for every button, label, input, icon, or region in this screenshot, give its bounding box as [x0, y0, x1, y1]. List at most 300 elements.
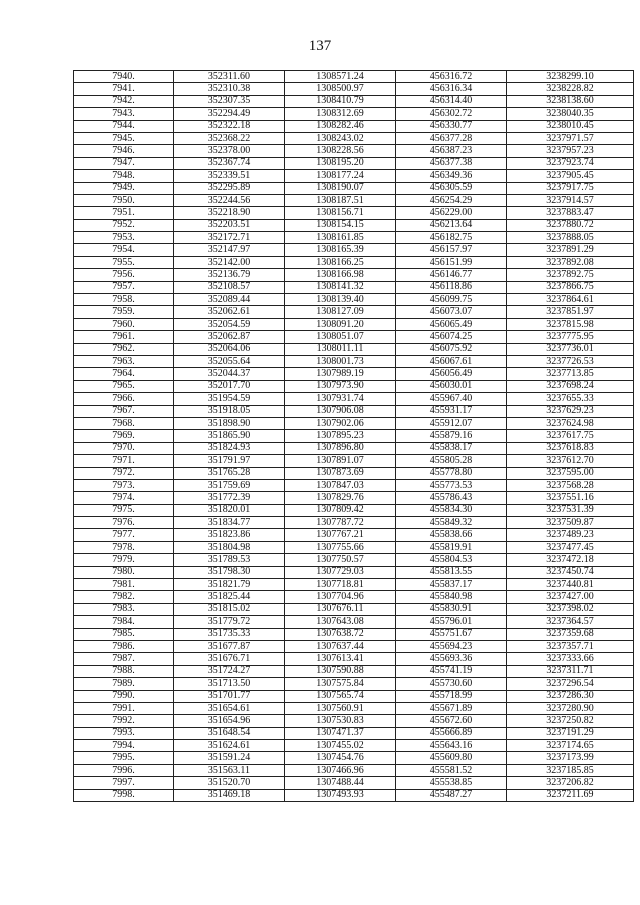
coord-y2-cell: 3237883.47: [507, 207, 634, 219]
coord-x2-cell: 456182.75: [396, 232, 507, 244]
coord-y2-cell: 3237191.29: [507, 727, 634, 739]
coord-x1-cell: 351825.44: [174, 591, 285, 603]
coord-y2-cell: 3237612.70: [507, 455, 634, 467]
coord-x1-cell: 351591.24: [174, 752, 285, 764]
coord-y1-cell: 1308161.85: [285, 232, 396, 244]
coord-x1-cell: 352108.57: [174, 281, 285, 293]
coord-y1-cell: 1307613.41: [285, 653, 396, 665]
coord-x2-cell: 456146.77: [396, 269, 507, 281]
table-row: [74, 467, 634, 479]
table-row: [74, 442, 634, 454]
coord-y2-cell: 3237531.39: [507, 504, 634, 516]
table-row: [74, 653, 634, 665]
coord-x2-cell: 455487.27: [396, 789, 507, 801]
coord-x1-cell: 352089.44: [174, 294, 285, 306]
coord-x2-cell: 456118.86: [396, 281, 507, 293]
coord-x2-cell: 455778.80: [396, 467, 507, 479]
coord-y2-cell: 3237864.61: [507, 294, 634, 306]
coord-x2-cell: 455730.60: [396, 678, 507, 690]
coord-x2-cell: 456349.36: [396, 170, 507, 182]
coord-y1-cell: 1307891.07: [285, 455, 396, 467]
coord-x1-cell: 352136.79: [174, 269, 285, 281]
coord-y1-cell: 1308141.32: [285, 281, 396, 293]
table-row: [74, 170, 634, 182]
coord-y1-cell: 1307488.44: [285, 777, 396, 789]
coord-y2-cell: 3237891.29: [507, 244, 634, 256]
coord-x2-cell: 455804.53: [396, 554, 507, 566]
coord-x1-cell: 351789.53: [174, 554, 285, 566]
point-number-cell: 7946.: [74, 145, 174, 157]
table-row: [74, 628, 634, 640]
coord-x2-cell: 456030.01: [396, 380, 507, 392]
coord-x2-cell: 455643.16: [396, 740, 507, 752]
coord-x2-cell: 456067.61: [396, 355, 507, 367]
table-row: [74, 789, 634, 801]
coord-y1-cell: 1308177.24: [285, 170, 396, 182]
point-number-cell: 7954.: [74, 244, 174, 256]
coord-x2-cell: 455813.55: [396, 566, 507, 578]
coord-y2-cell: 3237427.00: [507, 591, 634, 603]
table-row: [74, 541, 634, 553]
coord-x2-cell: 455840.98: [396, 591, 507, 603]
coord-y2-cell: 3237359.68: [507, 628, 634, 640]
point-number-cell: 7969.: [74, 430, 174, 442]
coord-y1-cell: 1308190.07: [285, 182, 396, 194]
coord-x1-cell: 351918.05: [174, 405, 285, 417]
coord-y1-cell: 1307750.57: [285, 554, 396, 566]
point-number-cell: 7940.: [74, 71, 174, 83]
point-number-cell: 7987.: [74, 653, 174, 665]
table-row: [74, 504, 634, 516]
coord-x2-cell: 456073.07: [396, 306, 507, 318]
coord-y1-cell: 1307493.93: [285, 789, 396, 801]
coord-x2-cell: 455786.43: [396, 492, 507, 504]
coord-x1-cell: 352367.74: [174, 157, 285, 169]
coord-x2-cell: 456316.72: [396, 71, 507, 83]
coord-x2-cell: 455912.07: [396, 417, 507, 429]
point-number-cell: 7957.: [74, 281, 174, 293]
coord-y2-cell: 3237815.98: [507, 318, 634, 330]
coord-y2-cell: 3237296.54: [507, 678, 634, 690]
point-number-cell: 7971.: [74, 455, 174, 467]
coord-x2-cell: 455805.28: [396, 455, 507, 467]
coord-y1-cell: 1307989.19: [285, 368, 396, 380]
table-row: [74, 368, 634, 380]
point-number-cell: 7982.: [74, 591, 174, 603]
table-row: [74, 517, 634, 529]
coord-y2-cell: 3237311.71: [507, 665, 634, 677]
coord-y1-cell: 1308154.15: [285, 219, 396, 231]
coord-x2-cell: 456316.34: [396, 83, 507, 95]
coord-y1-cell: 1307590.88: [285, 665, 396, 677]
coord-y2-cell: 3237364.57: [507, 616, 634, 628]
point-number-cell: 7958.: [74, 294, 174, 306]
table-row: [74, 269, 634, 281]
coord-y2-cell: 3238010.45: [507, 120, 634, 132]
coord-y2-cell: 3237174.65: [507, 740, 634, 752]
coord-y2-cell: 3237551.16: [507, 492, 634, 504]
point-number-cell: 7961.: [74, 331, 174, 343]
point-number-cell: 7964.: [74, 368, 174, 380]
coord-y1-cell: 1307454.76: [285, 752, 396, 764]
point-number-cell: 7970.: [74, 442, 174, 454]
coord-x2-cell: 456151.99: [396, 256, 507, 268]
point-number-cell: 7990.: [74, 690, 174, 702]
coord-y2-cell: 3237509.87: [507, 517, 634, 529]
coord-x1-cell: 351820.01: [174, 504, 285, 516]
coord-y2-cell: 3237629.23: [507, 405, 634, 417]
coord-y1-cell: 1308139.40: [285, 294, 396, 306]
coord-x1-cell: 351821.79: [174, 579, 285, 591]
table-row: [74, 752, 634, 764]
coordinates-table-body: [74, 71, 634, 802]
point-number-cell: 7975.: [74, 504, 174, 516]
coord-x2-cell: 456254.29: [396, 194, 507, 206]
coord-y1-cell: 1307637.44: [285, 640, 396, 652]
table-row: [74, 777, 634, 789]
table-row: [74, 343, 634, 355]
table-row: [74, 157, 634, 169]
point-number-cell: 7966.: [74, 393, 174, 405]
coord-y1-cell: 1307638.72: [285, 628, 396, 640]
table-row: [74, 690, 634, 702]
coord-y2-cell: 3237568.28: [507, 479, 634, 491]
coord-x1-cell: 352062.87: [174, 331, 285, 343]
coord-y1-cell: 1307471.37: [285, 727, 396, 739]
coord-x2-cell: 456229.00: [396, 207, 507, 219]
coord-y1-cell: 1307530.83: [285, 715, 396, 727]
coord-y1-cell: 1307873.69: [285, 467, 396, 479]
coord-x1-cell: 351469.18: [174, 789, 285, 801]
table-row: [74, 207, 634, 219]
table-row: [74, 132, 634, 144]
coord-y2-cell: 3237698.24: [507, 380, 634, 392]
coord-x1-cell: 352339.51: [174, 170, 285, 182]
coord-x1-cell: 352295.89: [174, 182, 285, 194]
coord-x1-cell: 352311.60: [174, 71, 285, 83]
coord-y2-cell: 3237398.02: [507, 603, 634, 615]
coord-x1-cell: 351824.93: [174, 442, 285, 454]
point-number-cell: 7945.: [74, 132, 174, 144]
point-number-cell: 7972.: [74, 467, 174, 479]
coord-x1-cell: 351654.96: [174, 715, 285, 727]
coord-x2-cell: 455838.17: [396, 442, 507, 454]
coord-x1-cell: 352044.37: [174, 368, 285, 380]
point-number-cell: 7993.: [74, 727, 174, 739]
table-row: [74, 145, 634, 157]
coord-y1-cell: 1308410.79: [285, 95, 396, 107]
coord-y1-cell: 1307560.91: [285, 702, 396, 714]
table-row: [74, 83, 634, 95]
coord-y1-cell: 1308165.39: [285, 244, 396, 256]
coord-x1-cell: 351676.71: [174, 653, 285, 665]
point-number-cell: 7950.: [74, 194, 174, 206]
coord-y1-cell: 1307575.84: [285, 678, 396, 690]
table-row: [74, 393, 634, 405]
coord-x2-cell: 455718.99: [396, 690, 507, 702]
coord-y2-cell: 3237617.75: [507, 430, 634, 442]
coord-x1-cell: 351724.27: [174, 665, 285, 677]
table-row: [74, 355, 634, 367]
point-number-cell: 7979.: [74, 554, 174, 566]
coord-y1-cell: 1307973.90: [285, 380, 396, 392]
point-number-cell: 7963.: [74, 355, 174, 367]
point-number-cell: 7949.: [74, 182, 174, 194]
table-row: [74, 740, 634, 752]
table-row: [74, 715, 634, 727]
point-number-cell: 7978.: [74, 541, 174, 553]
coord-x1-cell: 351834.77: [174, 517, 285, 529]
coord-x2-cell: 455830.91: [396, 603, 507, 615]
coord-y1-cell: 1307755.66: [285, 541, 396, 553]
coord-x2-cell: 455671.89: [396, 702, 507, 714]
table-row: [74, 678, 634, 690]
coord-x2-cell: 455931.17: [396, 405, 507, 417]
table-row: [74, 479, 634, 491]
coord-y2-cell: 3237472.18: [507, 554, 634, 566]
coord-y1-cell: 1307466.96: [285, 764, 396, 776]
table-row: [74, 380, 634, 392]
point-number-cell: 7981.: [74, 579, 174, 591]
coord-x1-cell: 351798.30: [174, 566, 285, 578]
coord-x1-cell: 351648.54: [174, 727, 285, 739]
coord-y1-cell: 1307829.76: [285, 492, 396, 504]
coord-y1-cell: 1308228.56: [285, 145, 396, 157]
coord-y1-cell: 1308282.46: [285, 120, 396, 132]
coord-x2-cell: 455581.52: [396, 764, 507, 776]
coord-y2-cell: 3238228.82: [507, 83, 634, 95]
point-number-cell: 7962.: [74, 343, 174, 355]
coord-y1-cell: 1307565.74: [285, 690, 396, 702]
coord-x1-cell: 351954.59: [174, 393, 285, 405]
point-number-cell: 7991.: [74, 702, 174, 714]
coord-y1-cell: 1307704.96: [285, 591, 396, 603]
point-number-cell: 7959.: [74, 306, 174, 318]
point-number-cell: 7995.: [74, 752, 174, 764]
coord-x1-cell: 351865.90: [174, 430, 285, 442]
coord-x1-cell: 352055.64: [174, 355, 285, 367]
table-row: [74, 591, 634, 603]
coord-x2-cell: 456056.49: [396, 368, 507, 380]
coord-x1-cell: 351654.61: [174, 702, 285, 714]
coord-y2-cell: 3237775.95: [507, 331, 634, 343]
coord-x1-cell: 351779.72: [174, 616, 285, 628]
coord-y2-cell: 3237971.57: [507, 132, 634, 144]
coord-y1-cell: 1307809.42: [285, 504, 396, 516]
coord-x2-cell: 456377.38: [396, 157, 507, 169]
table-row: [74, 616, 634, 628]
coord-y1-cell: 1307643.08: [285, 616, 396, 628]
coord-y2-cell: 3237618.83: [507, 442, 634, 454]
table-row: [74, 244, 634, 256]
point-number-cell: 7951.: [74, 207, 174, 219]
table-row: [74, 554, 634, 566]
coord-x1-cell: 352203.51: [174, 219, 285, 231]
coord-x2-cell: 456065.49: [396, 318, 507, 330]
coord-y1-cell: 1308166.25: [285, 256, 396, 268]
coord-y2-cell: 3238299.10: [507, 71, 634, 83]
table-row: [74, 194, 634, 206]
coord-x2-cell: 455751.67: [396, 628, 507, 640]
table-row: [74, 579, 634, 591]
coord-x1-cell: 352294.49: [174, 108, 285, 120]
point-number-cell: 7976.: [74, 517, 174, 529]
point-number-cell: 7988.: [74, 665, 174, 677]
coord-x1-cell: 351898.90: [174, 417, 285, 429]
coord-y2-cell: 3237892.08: [507, 256, 634, 268]
table-row: [74, 702, 634, 714]
coord-y1-cell: 1307931.74: [285, 393, 396, 405]
coord-y2-cell: 3237866.75: [507, 281, 634, 293]
point-number-cell: 7953.: [74, 232, 174, 244]
coord-y1-cell: 1308195.20: [285, 157, 396, 169]
point-number-cell: 7998.: [74, 789, 174, 801]
coord-x1-cell: 352310.38: [174, 83, 285, 95]
point-number-cell: 7948.: [74, 170, 174, 182]
coord-x2-cell: 455967.40: [396, 393, 507, 405]
table-row: [74, 95, 634, 107]
table-row: [74, 331, 634, 343]
coord-y1-cell: 1308127.09: [285, 306, 396, 318]
coord-y2-cell: 3237736.01: [507, 343, 634, 355]
coord-y2-cell: 3237206.82: [507, 777, 634, 789]
point-number-cell: 7952.: [74, 219, 174, 231]
coord-y2-cell: 3237333.66: [507, 653, 634, 665]
coord-y1-cell: 1308001.73: [285, 355, 396, 367]
coord-y1-cell: 1307906.08: [285, 405, 396, 417]
coord-x2-cell: 456387.23: [396, 145, 507, 157]
point-number-cell: 7943.: [74, 108, 174, 120]
coord-y2-cell: 3237624.98: [507, 417, 634, 429]
coord-y1-cell: 1308011.11: [285, 343, 396, 355]
coord-y2-cell: 3237905.45: [507, 170, 634, 182]
point-number-cell: 7977.: [74, 529, 174, 541]
table-row: [74, 417, 634, 429]
coord-x2-cell: 456305.59: [396, 182, 507, 194]
coord-y1-cell: 1307895.23: [285, 430, 396, 442]
coord-y1-cell: 1308156.71: [285, 207, 396, 219]
table-row: [74, 640, 634, 652]
coord-x2-cell: 456302.72: [396, 108, 507, 120]
table-row: [74, 232, 634, 244]
coord-y2-cell: 3237489.23: [507, 529, 634, 541]
coord-x2-cell: 456074.25: [396, 331, 507, 343]
page-number: 137: [308, 38, 332, 54]
coord-x2-cell: 456330.77: [396, 120, 507, 132]
coord-x1-cell: 352017.70: [174, 380, 285, 392]
coord-x1-cell: 352244.56: [174, 194, 285, 206]
coord-y2-cell: 3237892.75: [507, 269, 634, 281]
coord-x2-cell: 455849.32: [396, 517, 507, 529]
coord-x2-cell: 456075.92: [396, 343, 507, 355]
coord-y1-cell: 1308166.98: [285, 269, 396, 281]
point-number-cell: 7996.: [74, 764, 174, 776]
table-row: [74, 405, 634, 417]
coord-y2-cell: 3237713.85: [507, 368, 634, 380]
point-number-cell: 7997.: [74, 777, 174, 789]
coord-x1-cell: 351624.61: [174, 740, 285, 752]
coord-x1-cell: 352322.18: [174, 120, 285, 132]
coord-y2-cell: 3237888.05: [507, 232, 634, 244]
coord-x1-cell: 352307.35: [174, 95, 285, 107]
point-number-cell: 7947.: [74, 157, 174, 169]
coord-x2-cell: 455672.60: [396, 715, 507, 727]
table-row: [74, 120, 634, 132]
point-number-cell: 7984.: [74, 616, 174, 628]
coord-x1-cell: 352054.59: [174, 318, 285, 330]
point-number-cell: 7985.: [74, 628, 174, 640]
point-number-cell: 7960.: [74, 318, 174, 330]
point-number-cell: 7944.: [74, 120, 174, 132]
coord-x2-cell: 455838.66: [396, 529, 507, 541]
table-row: [74, 108, 634, 120]
coord-y1-cell: 1308500.97: [285, 83, 396, 95]
coord-y2-cell: 3237185.85: [507, 764, 634, 776]
coord-y2-cell: 3237880.72: [507, 219, 634, 231]
table-row: [74, 665, 634, 677]
coord-y1-cell: 1308571.24: [285, 71, 396, 83]
coord-x1-cell: 351804.98: [174, 541, 285, 553]
table-row: [74, 281, 634, 293]
coord-y1-cell: 1308091.20: [285, 318, 396, 330]
table-row: [74, 318, 634, 330]
coord-y2-cell: 3237450.74: [507, 566, 634, 578]
coord-y1-cell: 1307896.80: [285, 442, 396, 454]
coord-x1-cell: 351772.39: [174, 492, 285, 504]
coord-x1-cell: 352142.00: [174, 256, 285, 268]
coord-y1-cell: 1307787.72: [285, 517, 396, 529]
coord-y2-cell: 3237477.45: [507, 541, 634, 553]
table-row: [74, 529, 634, 541]
coord-y1-cell: 1307847.03: [285, 479, 396, 491]
coord-y2-cell: 3237917.75: [507, 182, 634, 194]
coord-x2-cell: 455834.30: [396, 504, 507, 516]
table-row: [74, 294, 634, 306]
point-number-cell: 7986.: [74, 640, 174, 652]
coord-y1-cell: 1308051.07: [285, 331, 396, 343]
coord-y2-cell: 3237440.81: [507, 579, 634, 591]
coord-x1-cell: 351520.70: [174, 777, 285, 789]
coord-x1-cell: 351735.33: [174, 628, 285, 640]
point-number-cell: 7974.: [74, 492, 174, 504]
coord-y1-cell: 1308312.69: [285, 108, 396, 120]
coord-x2-cell: 455694.23: [396, 640, 507, 652]
point-number-cell: 7980.: [74, 566, 174, 578]
point-number-cell: 7956.: [74, 269, 174, 281]
coord-x2-cell: 456377.28: [396, 132, 507, 144]
table-row: [74, 764, 634, 776]
coordinates-table: [73, 70, 634, 802]
point-number-cell: 7955.: [74, 256, 174, 268]
coord-y1-cell: 1308187.51: [285, 194, 396, 206]
coord-y2-cell: 3238040.35: [507, 108, 634, 120]
coord-y1-cell: 1307767.21: [285, 529, 396, 541]
coord-y2-cell: 3237655.33: [507, 393, 634, 405]
coord-x1-cell: 351701.77: [174, 690, 285, 702]
coord-x2-cell: 456213.64: [396, 219, 507, 231]
point-number-cell: 7983.: [74, 603, 174, 615]
coord-x1-cell: 351823.86: [174, 529, 285, 541]
coord-y1-cell: 1307902.06: [285, 417, 396, 429]
coord-y2-cell: 3237357.71: [507, 640, 634, 652]
coord-x1-cell: 351563.11: [174, 764, 285, 776]
coord-y1-cell: 1307718.81: [285, 579, 396, 591]
table-row: [74, 492, 634, 504]
coord-x2-cell: 455538.85: [396, 777, 507, 789]
coord-y2-cell: 3238138.60: [507, 95, 634, 107]
point-number-cell: 7994.: [74, 740, 174, 752]
coord-x1-cell: 352172.71: [174, 232, 285, 244]
